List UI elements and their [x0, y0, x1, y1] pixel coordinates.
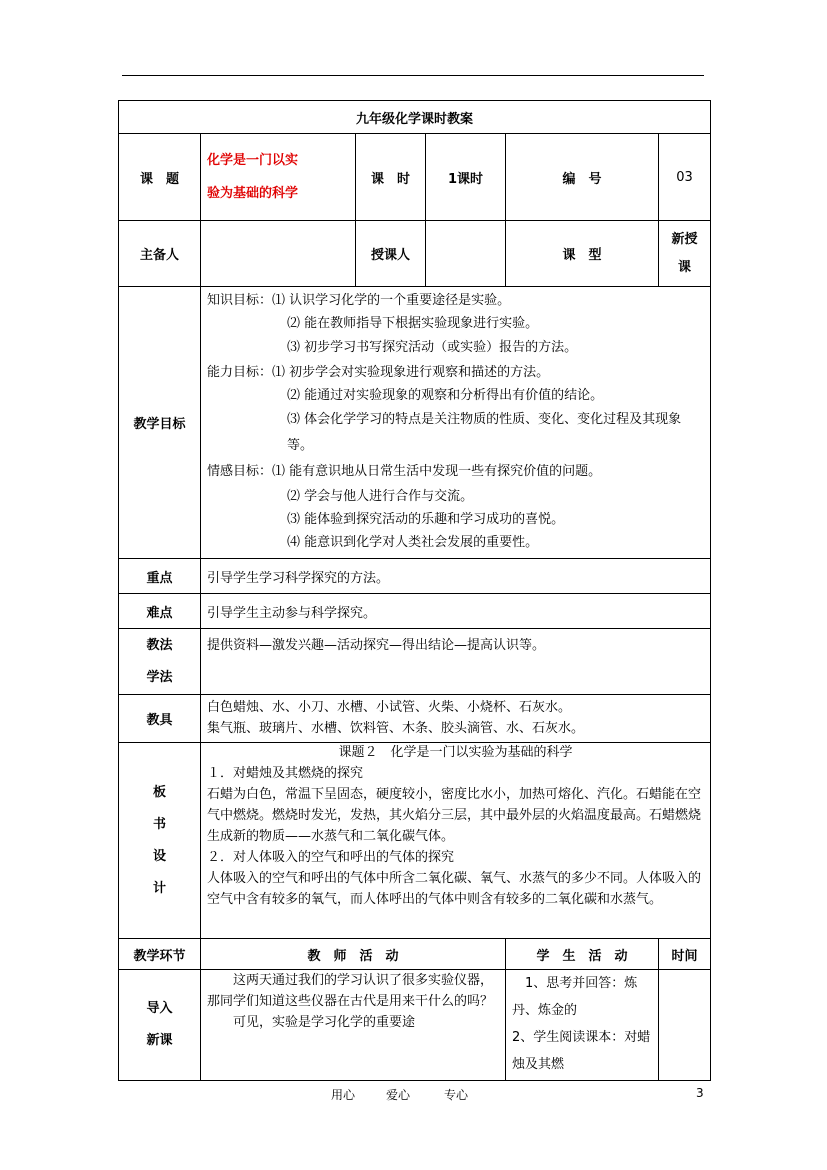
intro-student-text [506, 970, 659, 1081]
keypoint-label: 重点 [119, 559, 201, 594]
page-number: 3 [696, 1086, 704, 1100]
tools-line-2: 集气瓶、玻璃片、水槽、饮料管、木条、胶头滴管、水、石灰水。 [207, 721, 585, 736]
board-line: １．对蜡烛及其燃烧的探究 [207, 766, 364, 781]
board-title: 课题２ 化学是一门以实验为基础的科学 [338, 745, 573, 760]
tools-label: 教具 [119, 695, 201, 743]
label-number: 编 号 [506, 134, 659, 221]
hours-value: 1课时 [426, 134, 506, 221]
title-row [119, 101, 711, 134]
type-line-2: 课 [677, 259, 691, 275]
footer-item: 爱心 [386, 1088, 411, 1102]
label-hours: 课 时 [356, 134, 426, 221]
header-rule [122, 75, 704, 76]
teacher-value [426, 221, 506, 287]
tools-row [119, 695, 711, 743]
difficulty-text: 引导学生主动参与科学探究。 [201, 594, 711, 629]
board-content [201, 743, 711, 939]
intro-label-2: 新课 [146, 1033, 173, 1048]
preparer-value [201, 221, 356, 287]
goal-line: ⑶ 能体验到探究活动的乐趣和学习成功的喜悦。 [287, 512, 565, 527]
goal-line: 能力目标：⑴ 初步学会对实验现象进行观察和描述的方法。 [207, 365, 550, 380]
tools-text [201, 695, 711, 743]
footer-item: 专心 [444, 1088, 469, 1102]
lesson-plan-table [118, 100, 711, 1081]
goals-row [119, 287, 711, 559]
intro-label [119, 970, 201, 1081]
footer-item: 用心 [331, 1088, 356, 1102]
intro-label-1: 导入 [146, 1001, 173, 1016]
header-student-activity: 学 生 活 动 [506, 939, 659, 970]
label-subject: 课 题 [119, 134, 201, 221]
board-label [119, 743, 201, 939]
header-teacher-activity: 教 师 活 动 [201, 939, 506, 970]
student-line-2: 2、学生阅读课本：对蜡烛及其燃 [512, 1030, 651, 1072]
tools-line-1: 白色蜡烛、水、小刀、水槽、小试管、火柴、小烧杯、石灰水。 [207, 700, 572, 715]
goal-line: ⑵ 学会与他人进行合作与交流。 [287, 489, 474, 504]
preparer-row [119, 221, 711, 287]
intro-teacher-text: 这两天通过我们的学习认识了很多实验仪器，那同学们知道这些仪器在古代是用来干什么的吗？ 可见，实验是学习化学的重要途 [201, 970, 506, 1081]
goal-line: ⑶ 体会化学学习的特点是关注物质的性质、变化、变化过程及其现象等。 [287, 412, 682, 453]
goal-line: ⑵ 能通过对实验现象的观察和分析得出有价值的结论。 [287, 388, 604, 403]
goal-line: ⑶ 初步学习书写探究活动（或实验）报告的方法。 [287, 340, 578, 355]
board-label-char: 设 [152, 848, 166, 864]
page-footer [0, 1086, 827, 1102]
board-label-char: 书 [152, 816, 166, 832]
goal-line: ⑷ 能意识到化学对人类社会发展的重要性。 [287, 535, 539, 550]
board-line: ２．对人体吸入的空气和呼出的气体的探究 [207, 850, 455, 865]
goals-content [201, 287, 711, 559]
header-time: 时间 [659, 939, 711, 970]
goal-line: ⑵ 能在教师指导下根据实验现象进行实验。 [287, 316, 539, 331]
student-line-1: 1、思考并回答：炼丹、炼金的 [512, 976, 638, 1018]
label-teacher: 授课人 [356, 221, 426, 287]
type-value [659, 221, 711, 287]
number-value: 03 [659, 134, 711, 221]
intro-time [659, 970, 711, 1081]
method-text: 提供资料—激发兴趣—活动探究—得出结论—提高认识等。 [201, 629, 711, 695]
goals-label: 教学目标 [119, 287, 201, 559]
activity-header-row [119, 939, 711, 970]
subject-line-2: 验为基础的科学 [207, 186, 299, 201]
subject-value [201, 134, 356, 221]
goal-line: 情感目标：⑴ 能有意识地从日常生活中发现一些有探究价值的问题。 [207, 464, 602, 479]
board-row [119, 743, 711, 939]
type-line-1: 新授 [671, 231, 698, 247]
doc-title: 九年级化学课时教案 [119, 101, 711, 134]
keypoint-text: 引导学生学习科学探究的方法。 [201, 559, 711, 594]
goal-line: 知识目标：⑴ 认识学习化学的一个重要途径是实验。 [207, 293, 511, 308]
subject-line-1: 化学是一门以实 [207, 153, 299, 168]
intro-row [119, 970, 711, 1081]
difficulty-label: 难点 [119, 594, 201, 629]
board-label-char: 计 [152, 880, 166, 896]
method-row [119, 629, 711, 695]
board-label-char: 板 [152, 784, 166, 800]
subject-row [119, 134, 711, 221]
keypoint-row [119, 559, 711, 594]
header-stage: 教学环节 [119, 939, 201, 970]
board-line: 人体吸入的空气和呼出的气体中所含二氧化碳、氧气、水蒸气的多少不同。人体吸入的空气中含有较多的氧气，而人体呼出的气体中则含有较多的二氧化碳和水蒸气。 [207, 871, 702, 907]
board-line: 石蜡为白色，常温下呈固态，硬度较小，密度比水小，加热可熔化、汽化。石蜡能在空气中燃烧。燃烧时发光，发热，其火焰分三层，其中最外层的火焰温度最高。石蜡燃烧生成新的物质——水蒸气和二氧化碳气体。 [207, 787, 702, 844]
method-label-1: 教法 [146, 637, 173, 653]
label-type: 课 型 [506, 221, 659, 287]
difficulty-row [119, 594, 711, 629]
method-label [119, 629, 201, 695]
method-label-2: 学法 [146, 669, 173, 685]
label-preparer: 主备人 [119, 221, 201, 287]
